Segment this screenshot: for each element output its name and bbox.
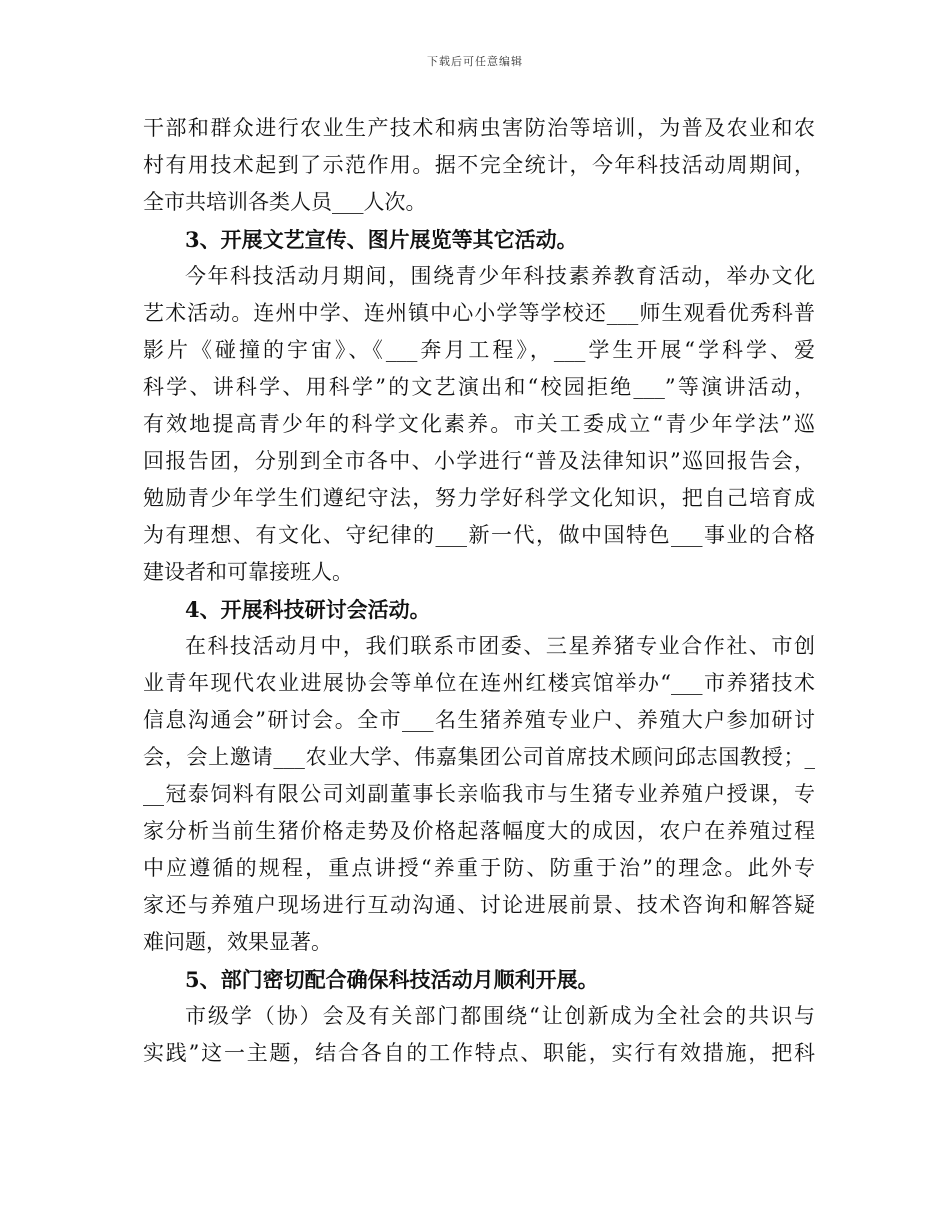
text-line: 建设者和可靠接班人。	[143, 560, 353, 584]
text-line: 实践”这一主题，结合各自的工作特点、职能，实行有效措施，把科	[143, 1041, 815, 1065]
section-heading: 3、开展文艺宣传、图片展览等其它活动。	[185, 227, 578, 252]
text-line: 有效地提高青少年的科学文化素养。市关工委成立“青少年学法”巡	[143, 412, 815, 436]
text-line: 科学、讲科学、用科学”的文艺演出和“校园拒绝___”等演讲活动，	[143, 375, 815, 399]
text-line: 家分析当前生猪价格走势及价格起落幅度大的成因，农户在养殖过程	[143, 819, 815, 843]
section-heading: 5、部门密切配合确保科技活动月顺利开展。	[185, 967, 599, 992]
text-line: 业青年现代农业进展协会等单位在连州红楼宾馆举办“___市养猪技术	[143, 671, 815, 695]
text-line: 中应遵循的规程，重点讲授“养重于防、防重于治”的理念。此外专	[143, 856, 815, 880]
text-line: 影片《碰撞的宇宙》、《___奔月工程》，___学生开展“学科学、爱	[143, 338, 815, 362]
text-line: 全市共培训各类人员___人次。	[143, 190, 427, 214]
paragraph-first-line: 在科技活动月中，我们联系市团委、三星养猪专业合作社、市创	[185, 634, 815, 658]
text-line: 为有理想、有文化、守纪律的___新一代，做中国特色___事业的合格	[143, 523, 815, 547]
text-line: 家还与养殖户现场进行互动沟通、讨论进展前景、技术咨询和解答疑	[143, 893, 815, 917]
paragraph-first-line: 市级学（协）会及有关部门都围绕“让创新成为全社会的共识与	[185, 1004, 815, 1028]
text-line: 信息沟通会”研讨会。全市___名生猪养殖专业户、养殖大户参加研讨	[143, 708, 815, 732]
paragraph-first-line: 今年科技活动月期间，围绕青少年科技素养教育活动，举办文化	[185, 264, 815, 288]
text-line: 勉励青少年学生们遵纪守法，努力学好科学文化知识，把自己培育成	[143, 486, 815, 510]
document-body	[143, 110, 815, 1072]
section-heading: 4、开展科技研讨会活动。	[185, 597, 431, 622]
text-line: __冠泰饲料有限公司刘副董事长亲临我市与生猪专业养殖户授课，专	[143, 782, 815, 806]
text-line: 难问题，效果显著。	[143, 930, 332, 954]
text-line: 艺术活动。连州中学、连州镇中心小学等学校还___师生观看优秀科普	[143, 301, 815, 325]
text-line: 回报告团，分别到全市各中、小学进行“普及法律知识”巡回报告会，	[143, 449, 815, 473]
text-line: 会，会上邀请___农业大学、伟嘉集团公司首席技术顾问邱志国教授；_	[143, 745, 815, 769]
page-header: 下载后可任意编辑	[427, 55, 523, 68]
text-line: 干部和群众进行农业生产技术和病虫害防治等培训，为普及农业和农	[143, 116, 815, 140]
text-line: 村有用技术起到了示范作用。据不完全统计，今年科技活动周期间，	[143, 153, 815, 177]
